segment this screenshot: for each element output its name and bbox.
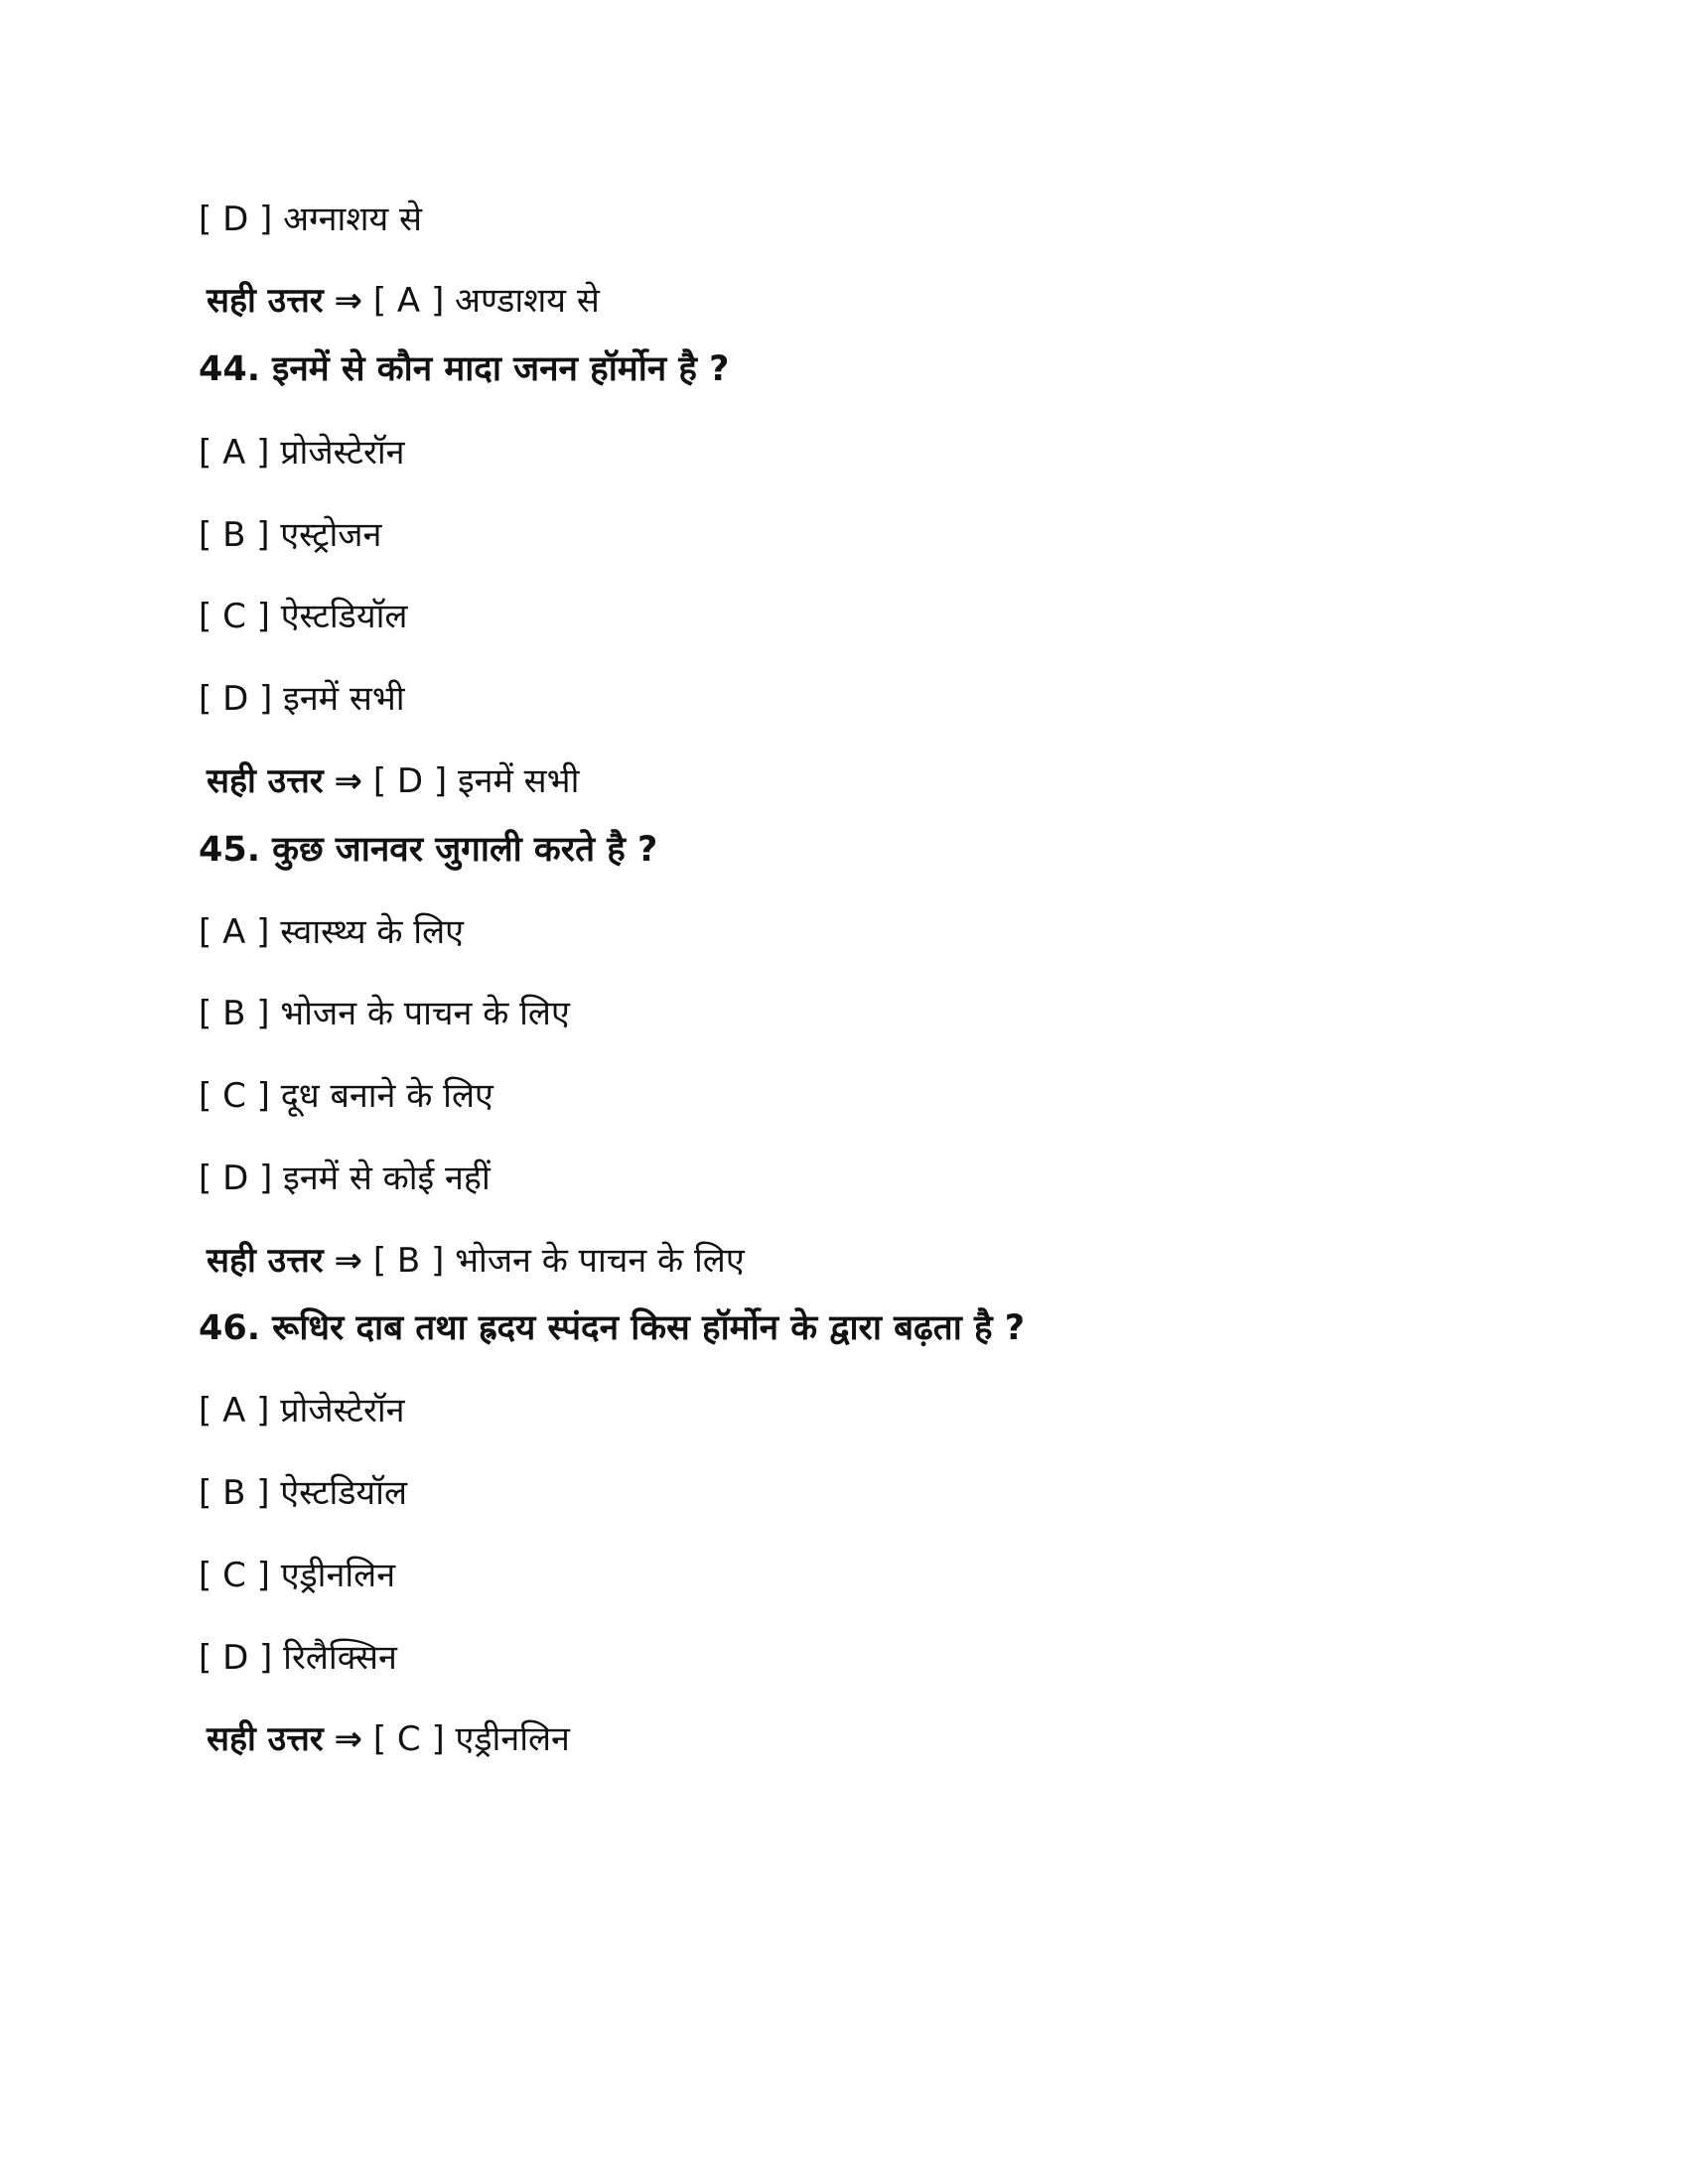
question-46: 46. रूधिर दाब तथा ह्रदय स्पंदन किस हॉर्मोन के द्वारा बढ़ता है ?	[199, 1308, 1026, 1348]
answer-value: [ A ] अण्डाशय से	[372, 281, 600, 321]
q46-option-a: [ A ] प्रोजेस्टेरॉन	[199, 1391, 405, 1431]
q45-option-d: [ D ] इनमें से कोई नहीं	[199, 1159, 491, 1198]
q45-option-a: [ A ] स्वास्थ्य के लिए	[199, 912, 464, 952]
arrow-icon: ⇒	[334, 1241, 363, 1281]
answer-value: [ C ] एड्रीनलिन	[372, 1719, 570, 1759]
q44-option-d: [ D ] इनमें सभी	[199, 679, 405, 719]
answer-label: सही उत्तर	[207, 761, 324, 801]
q45-option-c: [ C ] दूध बनाने के लिए	[199, 1076, 493, 1116]
q44-option-c: [ C ] ऐस्टडियॉल	[199, 597, 408, 636]
answer-label: सही उत्तर	[207, 1719, 324, 1759]
arrow-icon: ⇒	[334, 761, 363, 801]
answer-label: सही उत्तर	[207, 281, 324, 321]
q45-option-b: [ B ] भोजन के पाचन के लिए	[199, 994, 570, 1033]
q46-option-c: [ C ] एड्रीनलिन	[199, 1556, 396, 1595]
prev-correct-answer	[207, 281, 600, 321]
arrow-icon: ⇒	[334, 281, 363, 321]
q44-option-a: [ A ] प्रोजेस्टेरॉन	[199, 433, 405, 473]
question-45: 45. कुछ जानवर जुगाली करते है ?	[199, 830, 658, 870]
prev-option-d: [ D ] अग्नाशय से	[199, 200, 422, 239]
q46-option-b: [ B ] ऐस्टडियॉल	[199, 1473, 408, 1513]
q45-correct-answer	[207, 1241, 745, 1281]
q44-option-b: [ B ] एस्ट्रोजन	[199, 515, 382, 555]
q46-correct-answer	[207, 1719, 570, 1759]
answer-value: [ D ] इनमें सभी	[372, 761, 580, 801]
q44-correct-answer	[207, 761, 580, 801]
answer-label: सही उत्तर	[207, 1241, 324, 1281]
q46-option-d: [ D ] रिलैक्सिन	[199, 1638, 397, 1678]
question-44: 44. इनमें से कौन मादा जनन हॉर्मोन है ?	[199, 349, 730, 389]
answer-value: [ B ] भोजन के पाचन के लिए	[372, 1241, 745, 1281]
arrow-icon: ⇒	[334, 1719, 363, 1759]
